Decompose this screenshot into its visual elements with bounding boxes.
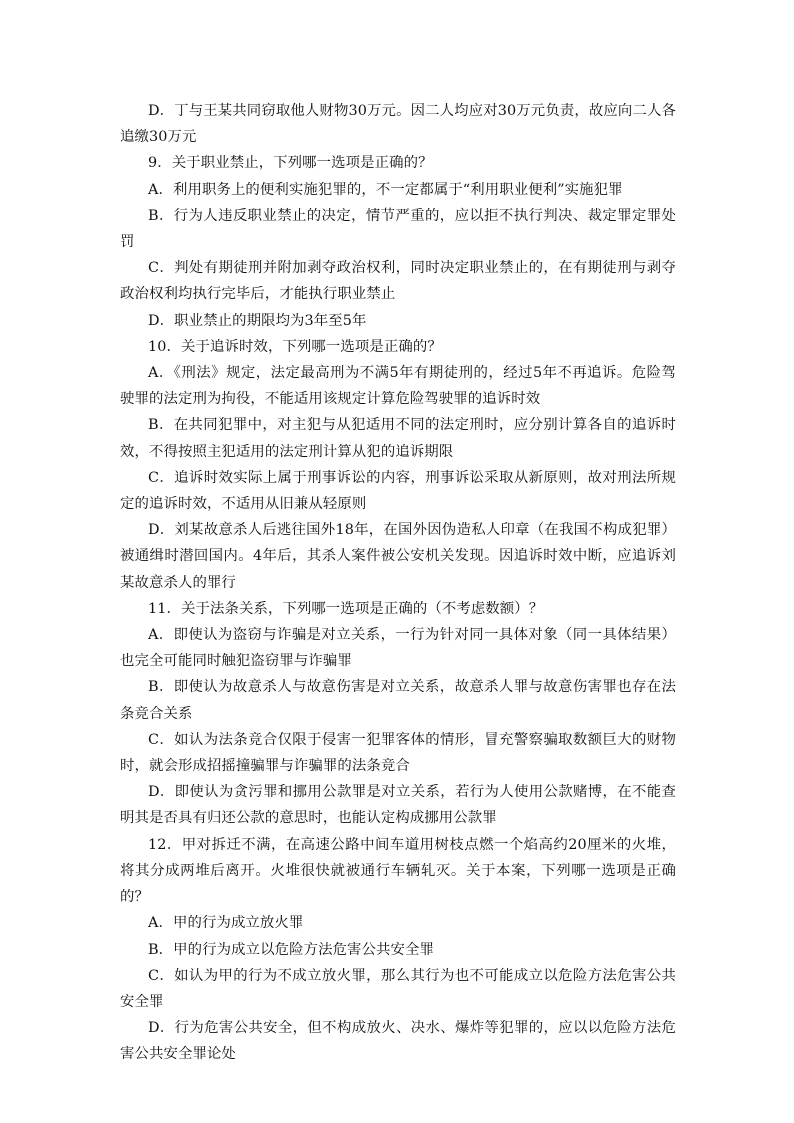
- option-b-q12: B．甲的行为成立以危险方法危害公共安全罪: [148, 941, 434, 958]
- question-10: 10．关于追诉时效，下列哪一选项是正确的？: [148, 338, 442, 355]
- option-a-q12: A．甲的行为成立放火罪: [148, 915, 304, 932]
- question-9: 9．关于职业禁止，下列哪一选项是正确的？: [148, 155, 433, 172]
- option-b-q9: B．行为人违反职业禁止的决定，情节严重的，应以拒不执行判决、裁定罪定罪处罚: [120, 207, 676, 251]
- option-a-q11: A．即使认为盗窃与诈骗是对立关系，一行为针对同一具体对象（同一具体结果）也完全可能同时触犯盗窃罪与诈骗罪: [120, 627, 676, 670]
- option-d-q9: D．职业禁止的期限均为3年至5年: [148, 312, 367, 329]
- question-11: 11．关于法条关系，下列哪一选项是正确的（不考虑数额）？: [148, 600, 544, 617]
- option-d-q12: D．行为危害公共安全，但不构成放火、决水、爆炸等犯罪的，应以以危险方法危害公共安全罪论处: [120, 1020, 676, 1063]
- option-b-q11: B．即使认为故意杀人与故意伤害是对立关系，故意杀人罪与故意伤害罪也存在法条竞合关系: [120, 679, 676, 722]
- option-b-q10: B．在共同犯罪中，对主犯与从犯适用不同的法定刑时，应分别计算各自的追诉时效，不得按照主犯适用的法定刑计算从犯的追诉期限: [120, 417, 676, 460]
- option-d-q11: D．即使认为贪污罪和挪用公款罪是对立关系，若行为人使用公款赌博，在不能查明其是否具有归还公款的意思时，也能认定构成挪用公款罪: [120, 784, 676, 827]
- option-d-q10: D．刘某故意杀人后逃往国外18年，在国外因伪造私人印章（在我国不构成犯罪）被通缉时潜回国内。4年后，其杀人案件被公安机关发现。因追诉时效中断，应追诉刘某故意杀人的罪行: [120, 522, 676, 591]
- document-body: [120, 98, 676, 1068]
- option-c-q9: C．判处有期徒刑并附加剥夺政治权利，同时决定职业禁止的，在有期徒刑与剥夺政治权利均执行完毕后，才能执行职业禁止: [120, 260, 676, 303]
- option-c-q10: C．追诉时效实际上属于刑事诉讼的内容，刑事诉讼采取从新原则，故对刑法所规定的追诉时效，不适用从旧兼从轻原则: [120, 469, 676, 513]
- option-a-q10: A．《刑法》规定，法定最高刑为不满5年有期徒刑的，经过5年不再追诉。危险驾驶罪的法定刑为拘役，不能适用该规定计算危险驾驶罪的追诉时效: [120, 365, 676, 408]
- question-12: 12．甲对拆迁不满，在高速公路中间车道用树枝点燃一个焰高约20厘米的火堆，将其分成两堆后离开。火堆很快就被通行车辆轧灭。关于本案，下列哪一选项是正确的？: [120, 836, 676, 906]
- option-c-q11: C．如认为法条竞合仅限于侵害一犯罪客体的情形，冒充警察骗取数额巨大的财物时，就会形成招摇撞骗罪与诈骗罪的法条竞合: [120, 731, 676, 775]
- option-a-q9: A．利用职务上的便利实施犯罪的，不一定都属于“利用职业便利”实施犯罪: [148, 181, 623, 198]
- option-c-q12: C．如认为甲的行为不成立放火罪，那么其行为也不可能成立以危险方法危害公共安全罪: [120, 967, 676, 1010]
- option-d-q8: D．丁与王某共同窃取他人财物30万元。因二人均应对30万元负责，故应向二人各追缴30万元: [120, 103, 676, 146]
